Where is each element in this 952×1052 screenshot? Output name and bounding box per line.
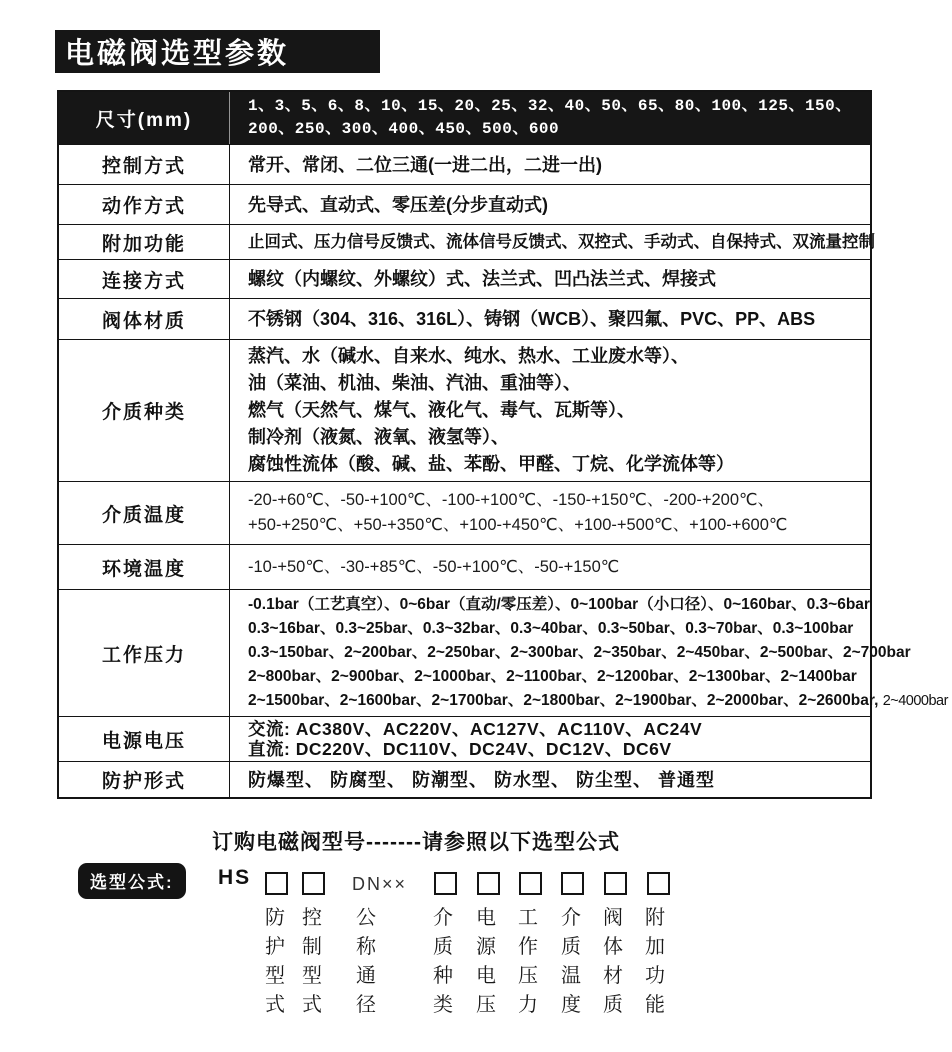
table-row-supply-voltage — [59, 717, 870, 762]
row-content-line: 油（菜油、机油、柴油、汽油、重油等）、 — [248, 373, 581, 393]
model-prefix: HS — [218, 866, 252, 889]
row-content — [230, 590, 952, 716]
row-content-line: -20-+60℃、-50-+100℃、-100-+100℃、-150-+150℃、-200-+200℃、 — [248, 491, 775, 509]
row-content — [230, 92, 870, 144]
code-box — [434, 872, 457, 895]
formula-column-label-function: 附加功能 — [645, 907, 665, 1016]
row-content — [230, 299, 870, 339]
code-box — [604, 872, 627, 895]
code-box — [519, 872, 542, 895]
row-label: 工作压力 — [59, 590, 230, 716]
code-box — [302, 872, 325, 895]
formula-column-label-pressure: 工作压力 — [518, 907, 538, 1016]
spec-table — [57, 90, 948, 799]
row-content-line: 1、3、5、6、8、10、15、20、25、32、40、50、65、80、100、125、150、 — [248, 97, 852, 115]
row-content-line: 直流: DC220V、DC110V、DC24V、DC12V、DC6V — [248, 739, 672, 759]
pressure-values: 2~1500bar、2~1600bar、2~1700bar、2~1800bar、2~1900bar、2~2000bar、2~2600bar, — [248, 692, 879, 709]
row-content-line: 0.3~150bar、2~200bar、2~250bar、2~300bar、2~350bar、2~450bar、2~500bar、2~700bar — [248, 644, 911, 661]
table-row-control — [59, 145, 870, 185]
dn-label: DN×× — [352, 874, 408, 894]
formula-column-label-temperature: 介质温度 — [561, 907, 581, 1016]
formula-column-label-control: 控制型式 — [302, 907, 322, 1016]
formula-column-label-diameter: 公称通径 — [356, 907, 376, 1016]
table-row-extra-function — [59, 225, 875, 260]
row-content-line: 200、250、300、400、450、500、600 — [248, 120, 560, 138]
row-content-line: 燃气（天然气、煤气、液化气、毒气、瓦斯等）、 — [248, 400, 635, 420]
table-row-size — [59, 92, 870, 145]
table-row-working-pressure — [59, 590, 948, 717]
row-content-line: 蒸汽、水（碱水、自来水、纯水、热水、工业废水等）、 — [248, 346, 689, 366]
row-label: 控制方式 — [59, 145, 230, 184]
order-note: 订购电磁阀型号-------请参照以下选型公式 — [212, 831, 620, 854]
row-content — [230, 762, 870, 797]
row-label: 电源电压 — [59, 717, 230, 761]
table-row-ambient-temperature — [59, 545, 870, 590]
row-content-line: 常开、常闭、二位三通(一进二出，二进一出) — [248, 154, 602, 175]
row-content-line: 止回式、压力信号反馈式、流体信号反馈式、双控式、手动式、自保持式、双流量控制 — [248, 233, 875, 251]
row-content — [230, 482, 870, 544]
row-content-line: 先导式、直动式、零压差(分步直动式) — [248, 194, 548, 215]
table-row-body-material — [59, 299, 870, 340]
row-content — [230, 717, 870, 761]
row-content-line: 不锈钢（304、316、316L）、铸钢（WCB）、聚四氟、PVC、PP、ABS — [248, 309, 816, 329]
code-box — [265, 872, 288, 895]
table-row-action — [59, 185, 870, 225]
row-content-line: 螺纹（内螺纹、外螺纹）式、法兰式、凹凸法兰式、焊接式 — [248, 269, 716, 289]
row-content-line: +50-+250℃、+50-+350℃、+100-+450℃、+100-+500℃、+100-+600℃ — [248, 516, 788, 534]
formula-column-label-medium: 介质种类 — [433, 907, 453, 1016]
row-content-line: 腐蚀性流体（酸、碱、盐、苯酚、甲醛、丁烷、化学流体等） — [248, 454, 734, 474]
row-content-line: -10-+50℃、-30-+85℃、-50-+100℃、-50-+150℃ — [248, 557, 620, 576]
row-content-line: 2~800bar、2~900bar、2~1000bar、2~1100bar、2~1200bar、2~1300bar、2~1400bar — [248, 668, 857, 685]
table-row-connection — [59, 260, 870, 299]
table-row-medium-type — [59, 340, 870, 482]
page-title: 电磁阀选型参数 — [55, 30, 380, 73]
row-content-line: 制冷剂（液氮、液氧、液氢等）、 — [248, 427, 509, 447]
row-label: 动作方式 — [59, 185, 230, 224]
table-row-protection-type — [59, 762, 870, 797]
pressure-suffix: 2~4000bar — [882, 693, 948, 709]
formula-column-label-material: 阀体材质 — [603, 907, 623, 1016]
row-content-line: 防爆型、 防腐型、 防潮型、 防水型、 防尘型、 普通型 — [248, 769, 716, 790]
row-content — [230, 545, 870, 589]
formula-column-label-protection: 防护型式 — [265, 907, 285, 1016]
table-row-medium-temperature — [59, 482, 870, 545]
row-label: 环境温度 — [59, 545, 230, 589]
row-content-line: 0.3~16bar、0.3~25bar、0.3~32bar、0.3~40bar、0.3~50bar、0.3~70bar、0.3~100bar — [248, 620, 854, 637]
row-content-line: -0.1bar（工艺真空）、0~6bar（直动/零压差）、0~100bar（小口径）、0~160bar、0.3~6bar — [248, 596, 870, 613]
row-content — [230, 145, 870, 184]
row-label: 阀体材质 — [59, 299, 230, 339]
code-box — [561, 872, 584, 895]
row-label: 连接方式 — [59, 260, 230, 298]
row-label: 介质种类 — [59, 340, 230, 481]
row-content-line — [248, 689, 948, 713]
row-content — [230, 185, 870, 224]
row-content — [230, 340, 870, 481]
row-label: 介质温度 — [59, 482, 230, 544]
row-label: 尺寸(mm) — [59, 92, 230, 144]
row-content — [230, 260, 870, 298]
formula-column-label-voltage: 电源电压 — [476, 907, 496, 1016]
row-content — [230, 225, 879, 259]
code-box — [647, 872, 670, 895]
row-label: 附加功能 — [59, 225, 230, 259]
code-box — [477, 872, 500, 895]
row-content-line: 交流: AC380V、AC220V、AC127V、AC110V、AC24V — [248, 719, 703, 739]
row-label: 防护形式 — [59, 762, 230, 797]
formula-badge: 选型公式: — [78, 863, 186, 899]
